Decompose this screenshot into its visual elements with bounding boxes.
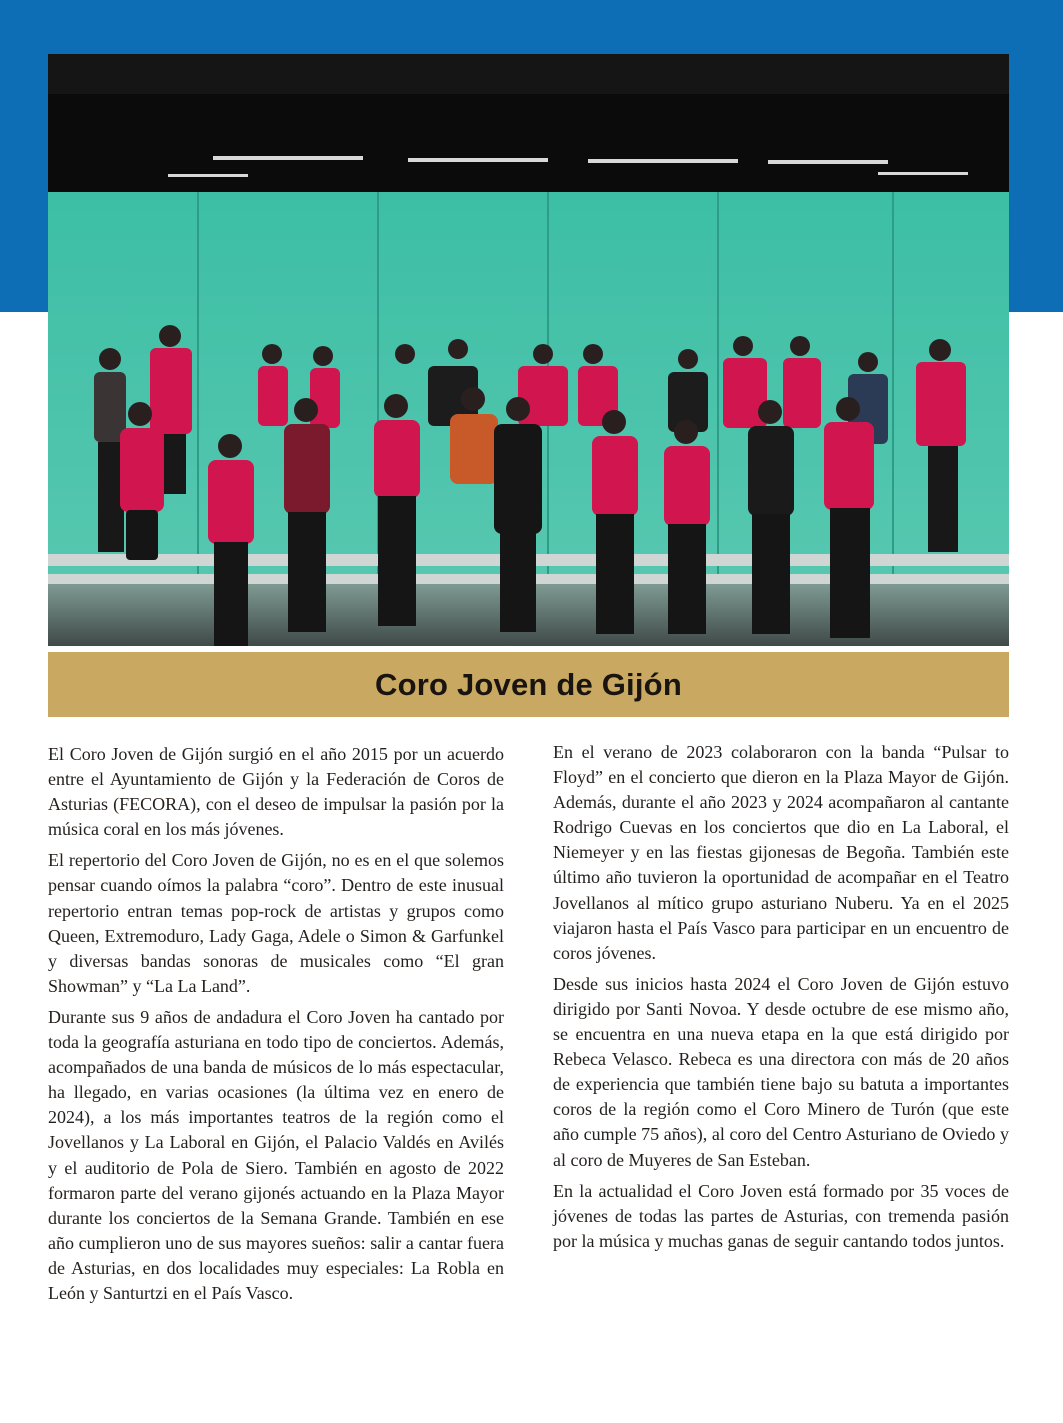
choir-photo bbox=[48, 54, 1009, 646]
paragraph: El repertorio del Coro Joven de Gijón, no es en el que solemos pensar cuando oímos la palabra “coro”. Dentro de este inusual repertorio entran temas pop-rock de artistas y grupos como Queen, Extremoduro, Lady Gaga, Adele o Simon & Garfunkel y diversas bandas sonoras de musicales como “El gran Showman” y “La La Land”. bbox=[48, 850, 504, 996]
article-title: Coro Joven de Gijón bbox=[375, 666, 682, 702]
article-column-right bbox=[553, 740, 1009, 1260]
article-column-left bbox=[48, 742, 504, 1312]
paragraph: Durante sus 9 años de andadura el Coro Joven ha cantado por toda la geografía asturiana en todo tipo de conciertos. Además, acompañados de una banda de músicos de lo más espectacular, ha llegado, en varias ocasiones (la última vez en enero de 2024), a los más importantes teatros de la región como el Jovellanos y La Laboral en Gijón, el Palacio Valdés en Avilés y el auditorio de Pola de Siero. También en agosto de 2022 formaron parte del verano gijonés actuando en la Plaza Mayor durante los conciertos de la Semana Grande. También en ese año cumplieron uno de sus mayores sueños: salir a cantar fuera de Asturias, en dos localidades muy especiales: La Robla en León y Santurtzi en el País Vasco. bbox=[48, 1006, 504, 1303]
paragraph: El Coro Joven de Gijón surgió en el año 2015 por un acuerdo entre el Ayuntamiento de Gijón y la Federación de Coros de Asturias (FECORA), con el deseo de impulsar la pasión por la música coral en los más jóvenes. bbox=[48, 744, 504, 840]
title-bar bbox=[48, 652, 1009, 717]
paragraph: En la actualidad el Coro Joven está formado por 35 voces de jóvenes de todas las partes de Asturias, con tremenda pasión por la música y muchas ganas de seguir cantando todos juntos. bbox=[553, 1180, 1009, 1251]
paragraph: Desde sus inicios hasta 2024 el Coro Joven de Gijón estuvo dirigido por Santi Novoa. Y desde octubre de ese mismo año, se encuentra en una nueva etapa en la que está dirigido por Rebeca Velasco. Rebeca es una directora con más de 20 años de experiencia que también tiene bajo su batuta a importantes coros de la región como el Coro Minero de Turón (que este año cumple 75 años), al coro del Centro Asturiano de Oviedo y al coro de Muyeres de San Esteban. bbox=[553, 973, 1009, 1170]
paragraph: En el verano de 2023 colaboraron con la banda “Pulsar to Floyd” en el concierto que dieron en la Plaza Mayor de Gijón. Además, durante el año 2023 y 2024 acompañaron al cantante Rodrigo Cuevas en los conciertos que dio en La Laboral, el Niemeyer y en las fiestas gijonesas de Begoña. También este último año tuvieron la oportunidad de acompañar en el Teatro Jovellanos al mítico grupo asturiano Nuberu. Ya en el 2025 viajaron hasta el País Vasco para participar en un encuentro de coros jóvenes. bbox=[553, 742, 1009, 963]
